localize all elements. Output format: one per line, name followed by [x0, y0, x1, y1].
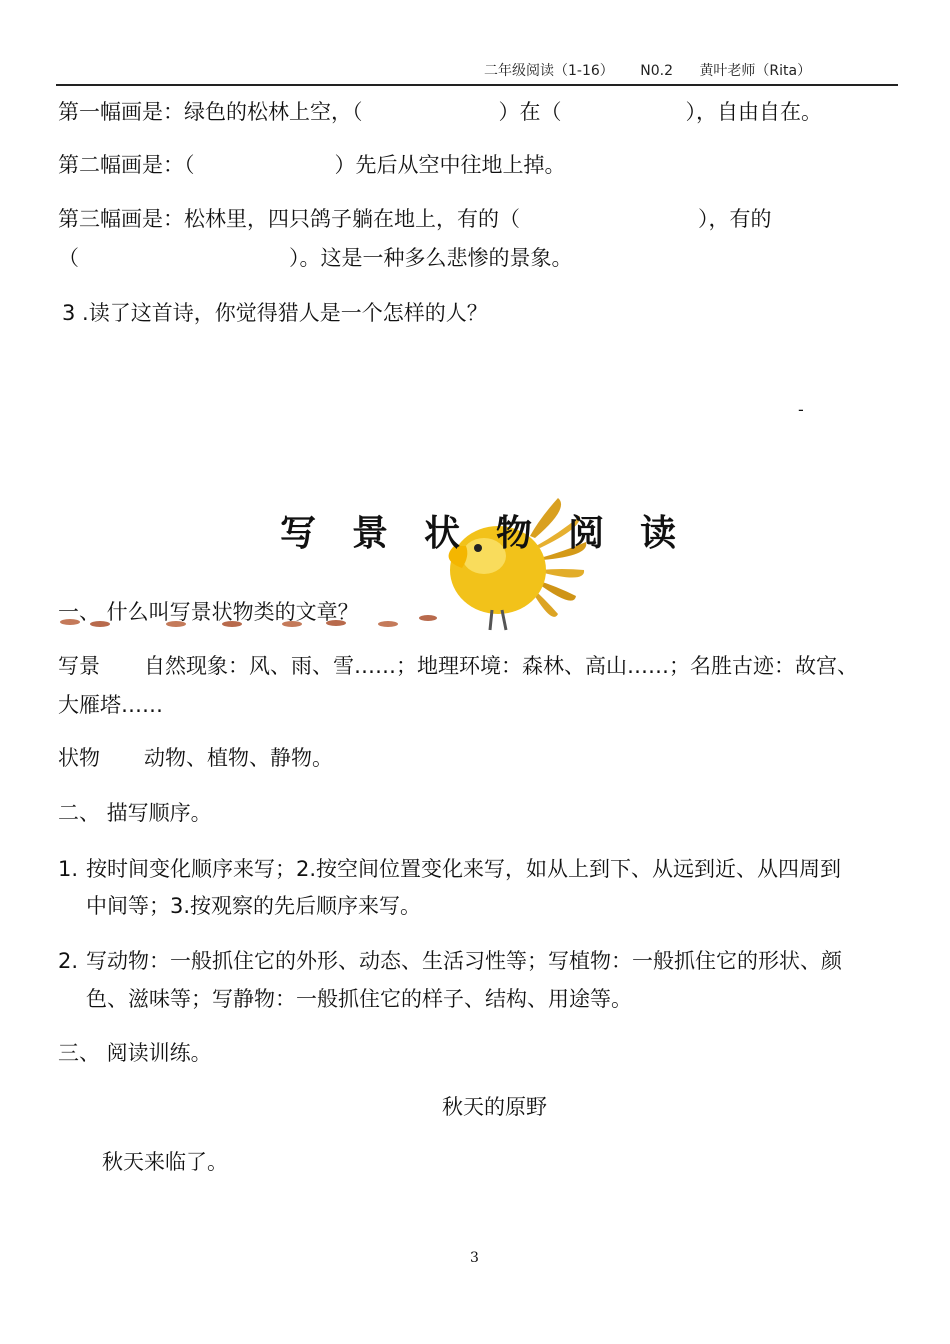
- stray-dash: -: [798, 400, 804, 419]
- object-text: 动物、植物、静物。: [144, 746, 333, 770]
- item-text: 按时间变化顺序来写；2.按空间位置变化来写，如从上到下、从远到近、从四周到: [86, 857, 842, 881]
- order-item-1-cont: 中间等；3.按观察的先后顺序来写。: [86, 894, 422, 918]
- question-3: 3 .读了这首诗，你觉得猎人是一个怎样的人？: [62, 301, 488, 325]
- q3-part-d: ）。这是一种多么悲惨的景象。: [289, 246, 573, 270]
- q1-part-a: 第一幅画是：绿色的松林上空，（: [58, 100, 363, 124]
- title-char: 物: [496, 513, 533, 554]
- object-line: [58, 744, 333, 772]
- title-char: 写: [280, 513, 317, 554]
- scene-text: 自然现象：风、雨、雪……；地理环境：森林、高山……；名胜古迹：故宫、: [144, 654, 858, 678]
- title-char: 读: [640, 513, 677, 554]
- title-char: 景: [352, 513, 389, 554]
- scene-line: [58, 652, 858, 680]
- q3-part-c: （: [58, 246, 79, 270]
- scene-line-2: 大雁塔……: [58, 693, 163, 717]
- item-number: 1.: [58, 857, 79, 881]
- header-course: 二年级阅读（1-16）: [484, 63, 614, 79]
- section-3-heading: 三、 阅读训练。: [58, 1041, 212, 1065]
- story-title: 秋天的原野: [442, 1095, 547, 1119]
- question-line-3-cont: [58, 244, 573, 272]
- item-number: 2.: [58, 949, 79, 973]
- q2-part-b: ）先后从空中往地上掉。: [334, 153, 566, 177]
- section-title: [280, 512, 712, 556]
- question-line-3: [58, 205, 772, 233]
- q2-part-a: 第二幅画是：（: [58, 153, 195, 177]
- story-first-line: 秋天来临了。: [102, 1150, 228, 1174]
- order-item-2-cont: 色、滋味等；写静物：一般抓住它的样子、结构、用途等。: [86, 987, 632, 1011]
- item-text: 写动物：一般抓住它的外形、动态、生活习性等；写植物：一般抓住它的形状、颜: [86, 949, 842, 973]
- question-line-1: [58, 98, 822, 126]
- title-char: 状: [424, 513, 461, 554]
- header-text: [484, 60, 833, 80]
- q3-part-a: 第三幅画是：松林里，四只鸽子躺在地上，有的（: [58, 207, 520, 231]
- order-item-1: [58, 855, 841, 883]
- object-term: 状物: [58, 746, 100, 770]
- order-item-2: [58, 947, 842, 975]
- page-header: [56, 56, 898, 86]
- q3-part-b: ），有的: [698, 207, 772, 231]
- section-2-heading: 二、 描写顺序。: [58, 801, 212, 825]
- page-number: 3: [470, 1250, 479, 1266]
- section-1-heading: 一、 什么叫写景状物类的文章？: [58, 600, 359, 624]
- scene-term: 写景: [58, 654, 100, 678]
- question-line-2: [58, 151, 566, 179]
- header-number: N0.2: [640, 63, 673, 79]
- q1-part-c: ），自由自在。: [685, 100, 822, 124]
- q1-part-b: ）在（: [498, 100, 562, 124]
- title-char: 阅: [568, 513, 605, 554]
- header-teacher: 黄叶老师（Rita）: [699, 63, 812, 79]
